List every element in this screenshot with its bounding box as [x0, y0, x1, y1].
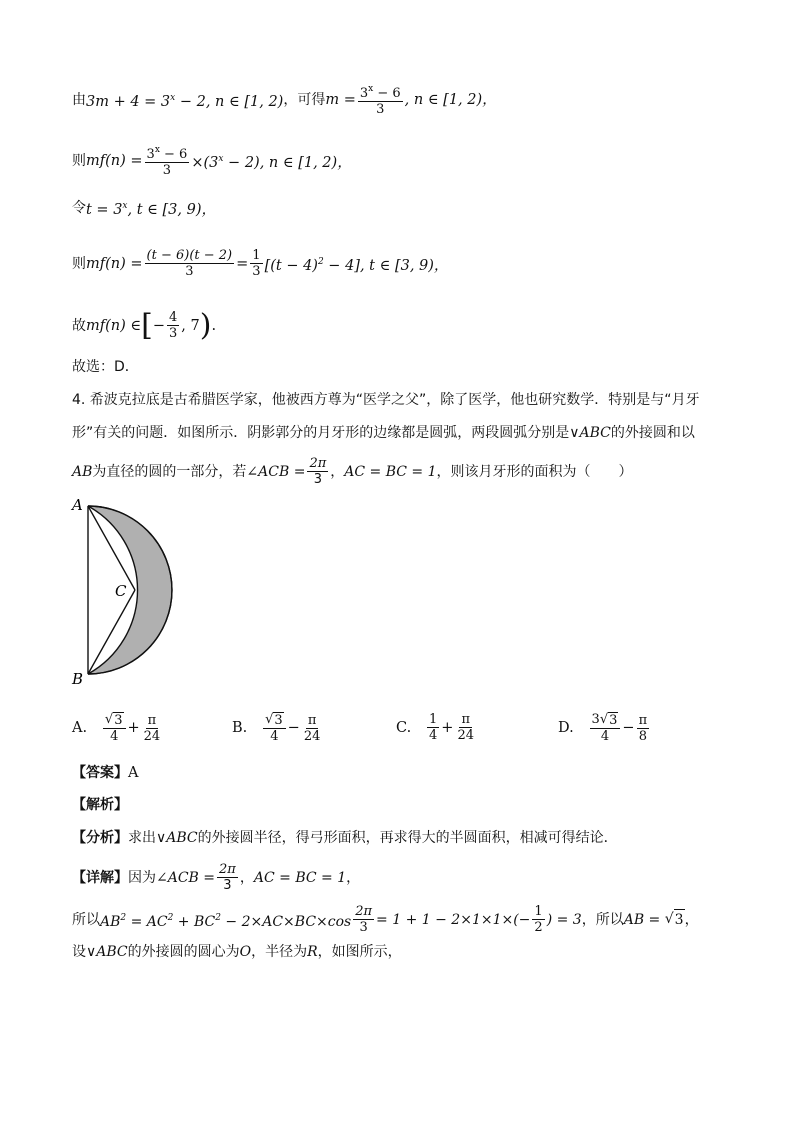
numerator [263, 712, 286, 729]
math: ∠ACB = [156, 869, 216, 886]
she-line [72, 942, 402, 962]
text: 3 [146, 147, 155, 162]
option-c[interactable] [396, 712, 478, 743]
line-2 [72, 143, 352, 178]
numerator: 4 [169, 310, 178, 325]
text: + BC [173, 913, 216, 930]
right-paren: ) [199, 307, 212, 343]
text: 则 [72, 152, 86, 169]
radicand: 3 [609, 713, 618, 728]
fenxi-line [72, 828, 618, 848]
fraction [307, 456, 328, 487]
numerator: 2π [219, 862, 236, 877]
label-b: B [72, 670, 84, 688]
numerator: 1 [252, 248, 261, 263]
fraction [167, 310, 179, 341]
option-letter: A. [72, 720, 88, 736]
fraction [142, 713, 163, 744]
denominator: 2 [534, 920, 543, 935]
text: = AC [126, 913, 168, 930]
fraction [590, 712, 621, 744]
text: − 4], t ∈ [3, 9)， [323, 257, 449, 274]
math: AB [72, 463, 93, 480]
math: − [152, 317, 165, 334]
text: − 2×AC×BC×cos [220, 913, 352, 930]
operator: + [127, 720, 140, 736]
line-5 [72, 307, 217, 343]
text: t = 3 [86, 202, 123, 218]
radicand: 3 [274, 713, 283, 728]
fraction [302, 713, 323, 744]
numerator [103, 712, 126, 729]
text: 2 [215, 912, 221, 923]
numerator [145, 143, 190, 163]
math [191, 149, 351, 173]
option-b[interactable] [232, 712, 324, 744]
text: 求出 [128, 830, 156, 846]
fraction [427, 712, 439, 743]
sqrt: √ 3 [599, 712, 618, 728]
denominator: 3 [185, 264, 194, 279]
text: ，半径为 [251, 944, 308, 960]
text: 4. 希波克拉底是古希腊医学家，他被西方尊为“医学之父”，除了医学，他也研究数学．特别是与“月牙 [72, 392, 700, 408]
denominator: 3 [223, 878, 232, 893]
numerator: 1 [534, 904, 543, 919]
denominator: 3 [169, 326, 178, 341]
text: ，所以 [581, 911, 624, 928]
text: 故选：D． [72, 359, 139, 375]
denominator: 4 [110, 729, 119, 744]
text: 故 [72, 317, 86, 334]
sqrt: √ 3 [104, 712, 123, 728]
xiangjie-tag: 【详解】 [72, 869, 128, 886]
radicand: 3 [114, 713, 123, 728]
denominator: 24 [457, 728, 474, 743]
text: − 6 [373, 86, 401, 101]
math: , n ∈ [1, 2)， [404, 91, 497, 108]
fraction [263, 712, 286, 744]
fraction [455, 712, 476, 743]
operator: − [287, 720, 300, 736]
text: 2 [317, 256, 324, 267]
numerator [590, 712, 621, 729]
fraction [532, 904, 544, 935]
fraction [145, 248, 235, 279]
denominator: 4 [600, 729, 610, 744]
text: 因为 [128, 869, 156, 886]
math [86, 196, 216, 220]
math: ∠ACB = [246, 463, 306, 480]
denominator: 24 [143, 728, 161, 744]
label-a: A [72, 496, 83, 514]
numerator: π [147, 712, 157, 728]
denominator: 24 [303, 728, 321, 744]
text: x [154, 145, 160, 155]
answer-value: A [128, 765, 139, 781]
math: ) = 3 [546, 911, 582, 928]
text: ，可得 [283, 91, 326, 108]
text: 由 [72, 91, 86, 108]
text: 则 [72, 255, 86, 272]
text: 所以 [72, 911, 100, 928]
question-4-line-1 [72, 390, 700, 410]
fenxi-tag: 【分析】 [72, 830, 128, 846]
text: x [218, 153, 224, 164]
math: , 7 [181, 317, 200, 334]
line-6 [72, 357, 139, 377]
line-4 [72, 248, 448, 279]
question-4-line-3 [72, 456, 633, 487]
text: 2 [167, 912, 174, 923]
math: AC = BC = 1 [344, 463, 437, 480]
radicand: 3 [674, 909, 685, 930]
numerator: π [638, 712, 648, 728]
option-a[interactable] [72, 712, 164, 744]
text: ， [684, 911, 699, 928]
math: AB = [623, 911, 661, 928]
denominator: 3 [162, 163, 172, 178]
text: 设 [72, 944, 86, 960]
text: 3m + 4 = 3 [86, 93, 171, 110]
option-letter: C. [396, 719, 412, 736]
numerator: 1 [429, 712, 438, 727]
crescent-shaded [88, 506, 172, 674]
fraction [637, 713, 650, 744]
math [265, 252, 449, 276]
numerator [358, 82, 403, 102]
text: AB [100, 913, 121, 930]
text: [(t − 4) [264, 257, 318, 274]
denominator: 3 [376, 102, 385, 117]
numerator: 2π [309, 456, 327, 471]
denominator: 3 [252, 264, 261, 279]
text: , t ∈ [3, 9)， [127, 202, 216, 218]
text: ， [330, 463, 345, 480]
text: 的外接圆半径，得弓形面积，再求得大的半圆面积，相减可得结论． [197, 830, 618, 846]
crescent-figure [68, 494, 178, 690]
text: − 6 [159, 147, 188, 162]
text: − 2), n ∈ [1, 2)， [223, 154, 352, 171]
question-4-line-2 [72, 423, 695, 443]
sqrt: √ 3 [265, 712, 283, 728]
numerator: (t − 6)(t − 2) [146, 248, 233, 263]
answer-tag: 【答案】 [72, 765, 128, 781]
xiangjie-line [72, 862, 360, 893]
text: − 2, n ∈ [1, 2) [175, 93, 284, 110]
option-letter: D. [558, 720, 574, 736]
math: ∨ABC [156, 830, 198, 846]
denominator: 4 [270, 729, 279, 744]
fraction [103, 712, 126, 744]
math [86, 88, 283, 112]
fraction [250, 248, 262, 279]
math: mf(n) ∈ [86, 317, 142, 334]
text: ，则该月牙形的面积为（ ） [436, 463, 633, 480]
math: R [307, 944, 318, 960]
text: x [368, 84, 374, 94]
answer-line [72, 763, 138, 783]
text: x [170, 92, 176, 103]
numerator: π [461, 712, 470, 727]
operator: + [441, 719, 454, 736]
denominator: 4 [429, 728, 438, 743]
operator: − [622, 720, 635, 736]
text: ，如图所示， [317, 944, 402, 960]
text: x [122, 201, 128, 211]
math: mf(n) = [86, 255, 143, 272]
math: m = [325, 91, 356, 108]
coefficient: 3 [591, 712, 600, 727]
text: 的外接圆和以 [610, 425, 695, 441]
math: = 1 + 1 − 2×1×1×(− [376, 911, 531, 928]
text: ×(3 [191, 154, 219, 171]
line-3 [72, 196, 216, 220]
text: 的外接圆的圆心为 [127, 944, 240, 960]
sqrt: √ 3 [664, 911, 684, 928]
analysis-line [72, 795, 128, 815]
fraction [358, 82, 403, 117]
text: 形”有关的问题．如图所示．阴影郭分的月牙形的边缘都是圆弧，两段圆弧分别是 [72, 425, 570, 441]
denominator: 8 [638, 728, 647, 744]
option-letter: B. [232, 720, 248, 736]
math: . [211, 317, 217, 334]
numerator: π [307, 712, 317, 728]
fraction [353, 904, 374, 935]
text: 为直径的圆的一部分，若 [92, 463, 247, 480]
text: 2 [120, 912, 127, 923]
text: ， [239, 869, 254, 886]
left-bracket: [ [141, 307, 153, 343]
suoyi-line [72, 904, 699, 935]
text: 3 [359, 86, 369, 101]
math: = [236, 255, 249, 272]
text: ， [346, 869, 361, 886]
numerator: 2π [355, 904, 373, 919]
label-c: C [115, 582, 127, 600]
math: ∨ABC [86, 944, 128, 960]
math: mf(n) = [86, 152, 143, 169]
math: O [239, 944, 252, 960]
math: ∨ABC [569, 425, 611, 441]
denominator: 3 [359, 920, 368, 935]
math [100, 908, 351, 932]
text: 令 [72, 200, 86, 216]
math: AC = BC = 1 [253, 869, 347, 886]
option-d[interactable] [558, 712, 651, 744]
analysis-tag: 【解析】 [72, 797, 128, 813]
fraction [145, 143, 190, 178]
fraction [217, 862, 238, 893]
denominator: 3 [313, 472, 322, 487]
line-1 [72, 82, 497, 117]
